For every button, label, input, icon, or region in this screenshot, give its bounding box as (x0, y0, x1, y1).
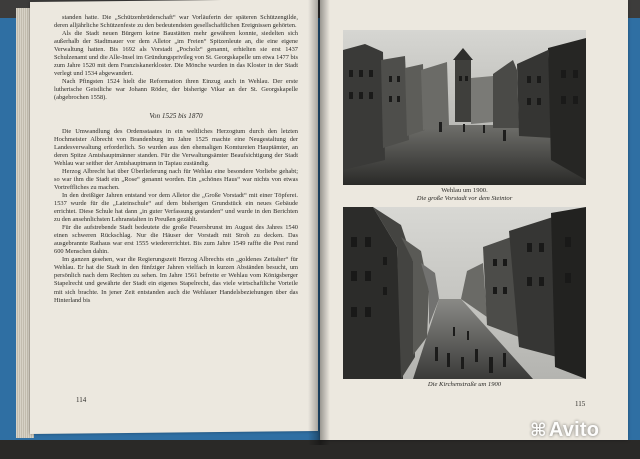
page-number-right: 115 (575, 400, 586, 408)
section-title: Von 1525 bis 1870 (149, 111, 203, 120)
photo-kirchenstrasse (343, 207, 586, 379)
paragraph: Im ganzen gesehen, war die Regierungszeit Herzog Albrechts ein „goldenes Zeitalter“ für Wehlau. Er hat die Stadt in den fünfziger Jahren vielfach in kurzen Abständen besucht, um persönlich nach dem Rechten zu sehen. Im Jahre 1561 befreite er Wehlau vom Königsberger Stapelrecht und gewährte der Stadt ein eigenes Stapelrecht, das viele wirtschaftliche Vorteile mit sich brachte. In jener Zeit entstanden auch die Wehlauer Handelsbeziehungen über das Hinterland bis (54, 256, 298, 304)
left-page-text (54, 14, 298, 305)
paragraph: In den dreißiger Jahren entstand vor dem Alletor die „Große Vorstadt“ mit einer Töpferei. 1537 wurde für die „Lateinschule“ auf dem bisherigen Grundstück ein neues Gebäude errichtet. Diese Schule hat dann „in guter Verfassung gestanden“ und wurde in den Berichten zu den ansehnlichsten Lehranstalten in Preußen gezählt. (54, 191, 298, 224)
page-number-left: 114 (76, 396, 87, 404)
avito-logo-icon: ⌘ (530, 420, 547, 440)
paragraph: Herzog Albrecht hat über Überlieferung nach für Wehlau eine besondere Vorliebe gehabt; so war ihm die Stadt ein „Rose“ genannt worden. Ein „schönes Haus“ war nichts von etwas Vortreffliches zu machen. (54, 167, 298, 191)
photo-kirchenstrasse-image (343, 207, 586, 379)
photo-vorstadt (343, 30, 586, 185)
paragraph: Für die aufstrebende Stadt bedeutete die große Feuersbrunst im August des Jahres 1540 einen schweren Rückschlag. Nur die Häuser der Vorstadt mit Stroh zu decken. Das ausgebrannte Rathaus war erst 1555 wiedererrichtet. Bis zum Jahre 1549 raffte die Pest rund 600 Menschen dahin. (54, 224, 298, 256)
paragraph: Die Umwandlung des Ordensstaates in ein weltliches Herzogtum durch den letzten Hochmeister Albrecht von Brandenburg im Jahre 1525 machte eine Neugestaltung der Landesverwaltung erforderlich. So wurden aus den ehemaligen Komtureien Hauptämter, an deren Spitze Amtshauptmänner standen. Für die Verwaltungsämter Beaufsichtigung der Stadt Wehlau war seither der Amtshauptmann in Tapiau zuständig. (54, 127, 298, 167)
caption-vorstadt-line1: Wehlau um 1900. (441, 187, 488, 194)
photo-vorstadt-image (343, 30, 586, 185)
caption-vorstadt (343, 187, 586, 203)
avito-watermark-text: Avito (548, 419, 600, 441)
caption-kirchenstrasse: Die Kirchenstraße um 1900 (427, 381, 502, 388)
paragraph: Als die Stadt neuen Bürgern keine Baustätten mehr gewähren konnte, siedelten sich außerhalb der Stadtmauer vor dem Alletor „im Freien“ Spitzenleute an, die eine eigene Verwaltung hatten. Bis 1692 als Vorstadt „Pocholz“ genannt, erhielten sie erst 1437 Schulzenamt und die Alle-Insel im Gründungsprivileg von St. Georgskapelle um etwa 1477 bis zum Jahre 1520 mit dem Franziskanerkloster. Die Mönche wurden in das Kloster in der Stadt verlegt und 1534 abgewandert. (54, 30, 298, 78)
avito-watermark (530, 419, 599, 442)
caption-vorstadt-line2: Die große Vorstadt vor dem Steintor (416, 195, 513, 202)
paragraph: Nach Pfingsten 1524 hielt die Reformation ihren Einzug auch in Wehlau. Der erste lutherische Geistliche war Johann Röder, der bisherige Vikar an der St. Georgskapelle (abgebrochen 1558). (54, 78, 298, 102)
book-gutter (308, 0, 330, 445)
paragraph: standen hatte. Die „Schützenbrüderschaft“ war Vorläuferin der späteren Schützengilde, deren alljährliche Schützenfeste zu den bedeutendsten gesellschaftlichen Ereignissen gehörten. (54, 14, 298, 30)
